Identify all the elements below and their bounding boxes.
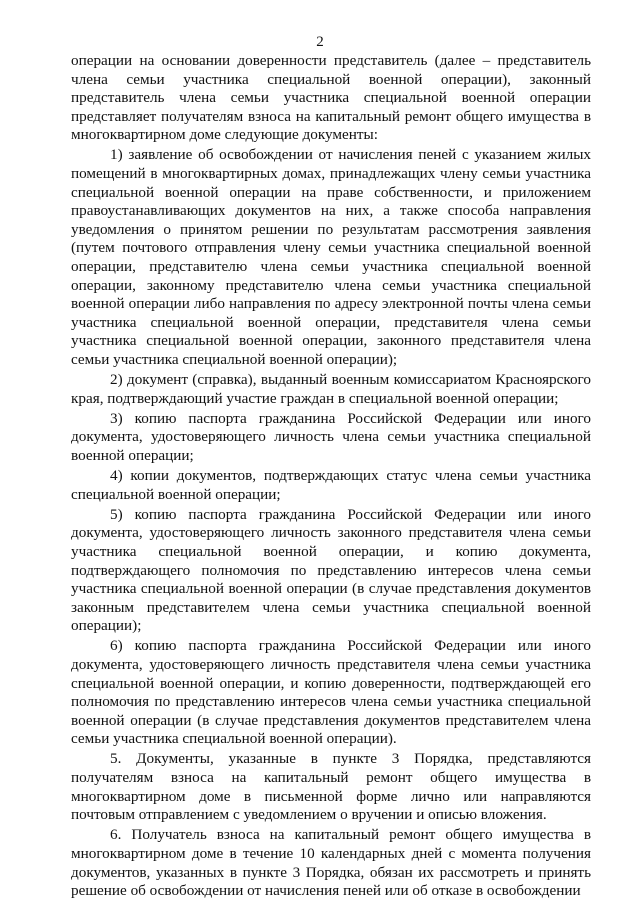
paragraph-clause-6: 6. Получатель взноса на капитальный ремонт общего имущества в многоквартирном доме в течение 10 календарных дней с момента получения документов, указанных в пункте 3 Порядка, обязан их рассмотреть и принять решение об освобождении от начисления пеней или об отказе в освобождении <box>71 826 591 900</box>
document-body <box>71 52 591 902</box>
paragraph-item-2: 2) документ (справка), выданный военным комиссариатом Красноярского края, подтверждающий участие граждан в специальной военной операции; <box>71 371 591 407</box>
paragraph-clause-5: 5. Документы, указанные в пункте 3 Порядка, представляются получателям взноса на капитальный ремонт общего имущества в многоквартирном доме в письменной форме лично или направляются почтовым отправлением с уведомлением о вручении и описью вложения. <box>71 750 591 824</box>
page-number: 2 <box>316 34 324 50</box>
paragraph-item-3: 3) копию паспорта гражданина Российской Федерации или иного документа, удостоверяющего личность члена семьи участника специальной военной операции; <box>71 409 591 464</box>
paragraph-continuation: операции на основании доверенности представитель (далее – представитель члена семьи участника специальной военной операции), законный представитель члена семьи участника специальной военной операции представляет получателям взноса на капитальный ремонт общего имущества в многоквартирном доме следующие документы: <box>71 52 591 144</box>
paragraph-item-5: 5) копию паспорта гражданина Российской Федерации или иного документа, удостоверяющего личность законного представителя члена семьи участника специальной военной операции, и копию документа, подтверждающего полномочия по представлению интересов члена семьи участника специальной военной операции (в случае представления документов законным представителем члена семьи участника специальной военной операции); <box>71 505 591 635</box>
paragraph-item-6: 6) копию паспорта гражданина Российской Федерации или иного документа, удостоверяющего личность представителя члена семьи участника специальной военной операции, и копию доверенности, подтверждающей его полномочия по представлению интересов члена семьи участника специальной военной операции (в случае представления документов представителем члена семьи участника специальной военной операции). <box>71 637 591 748</box>
paragraph-item-1: 1) заявление об освобождении от начисления пеней с указанием жилых помещений в многоквартирных домах, принадлежащих члену семьи участника специальной военной операции на праве собственности, и приложением правоустанавливающих документов на них, а также способа направления уведомления о принятом решении по результатам рассмотрения заявления (путем почтового отправления члену семьи участника специальной военной операции, представителю члена семьи участника специальной военной операции, законному представителю члена семьи участника специальной военной операции либо направления по адресу электронной почты члена семьи участника специальной военной операции, представителя члена семьи участника специальной военной операции, законного представителя члена семьи участника специальной военной операции); <box>71 146 591 368</box>
paragraph-item-4: 4) копии документов, подтверждающих статус члена семьи участника специальной военной операции; <box>71 467 591 503</box>
